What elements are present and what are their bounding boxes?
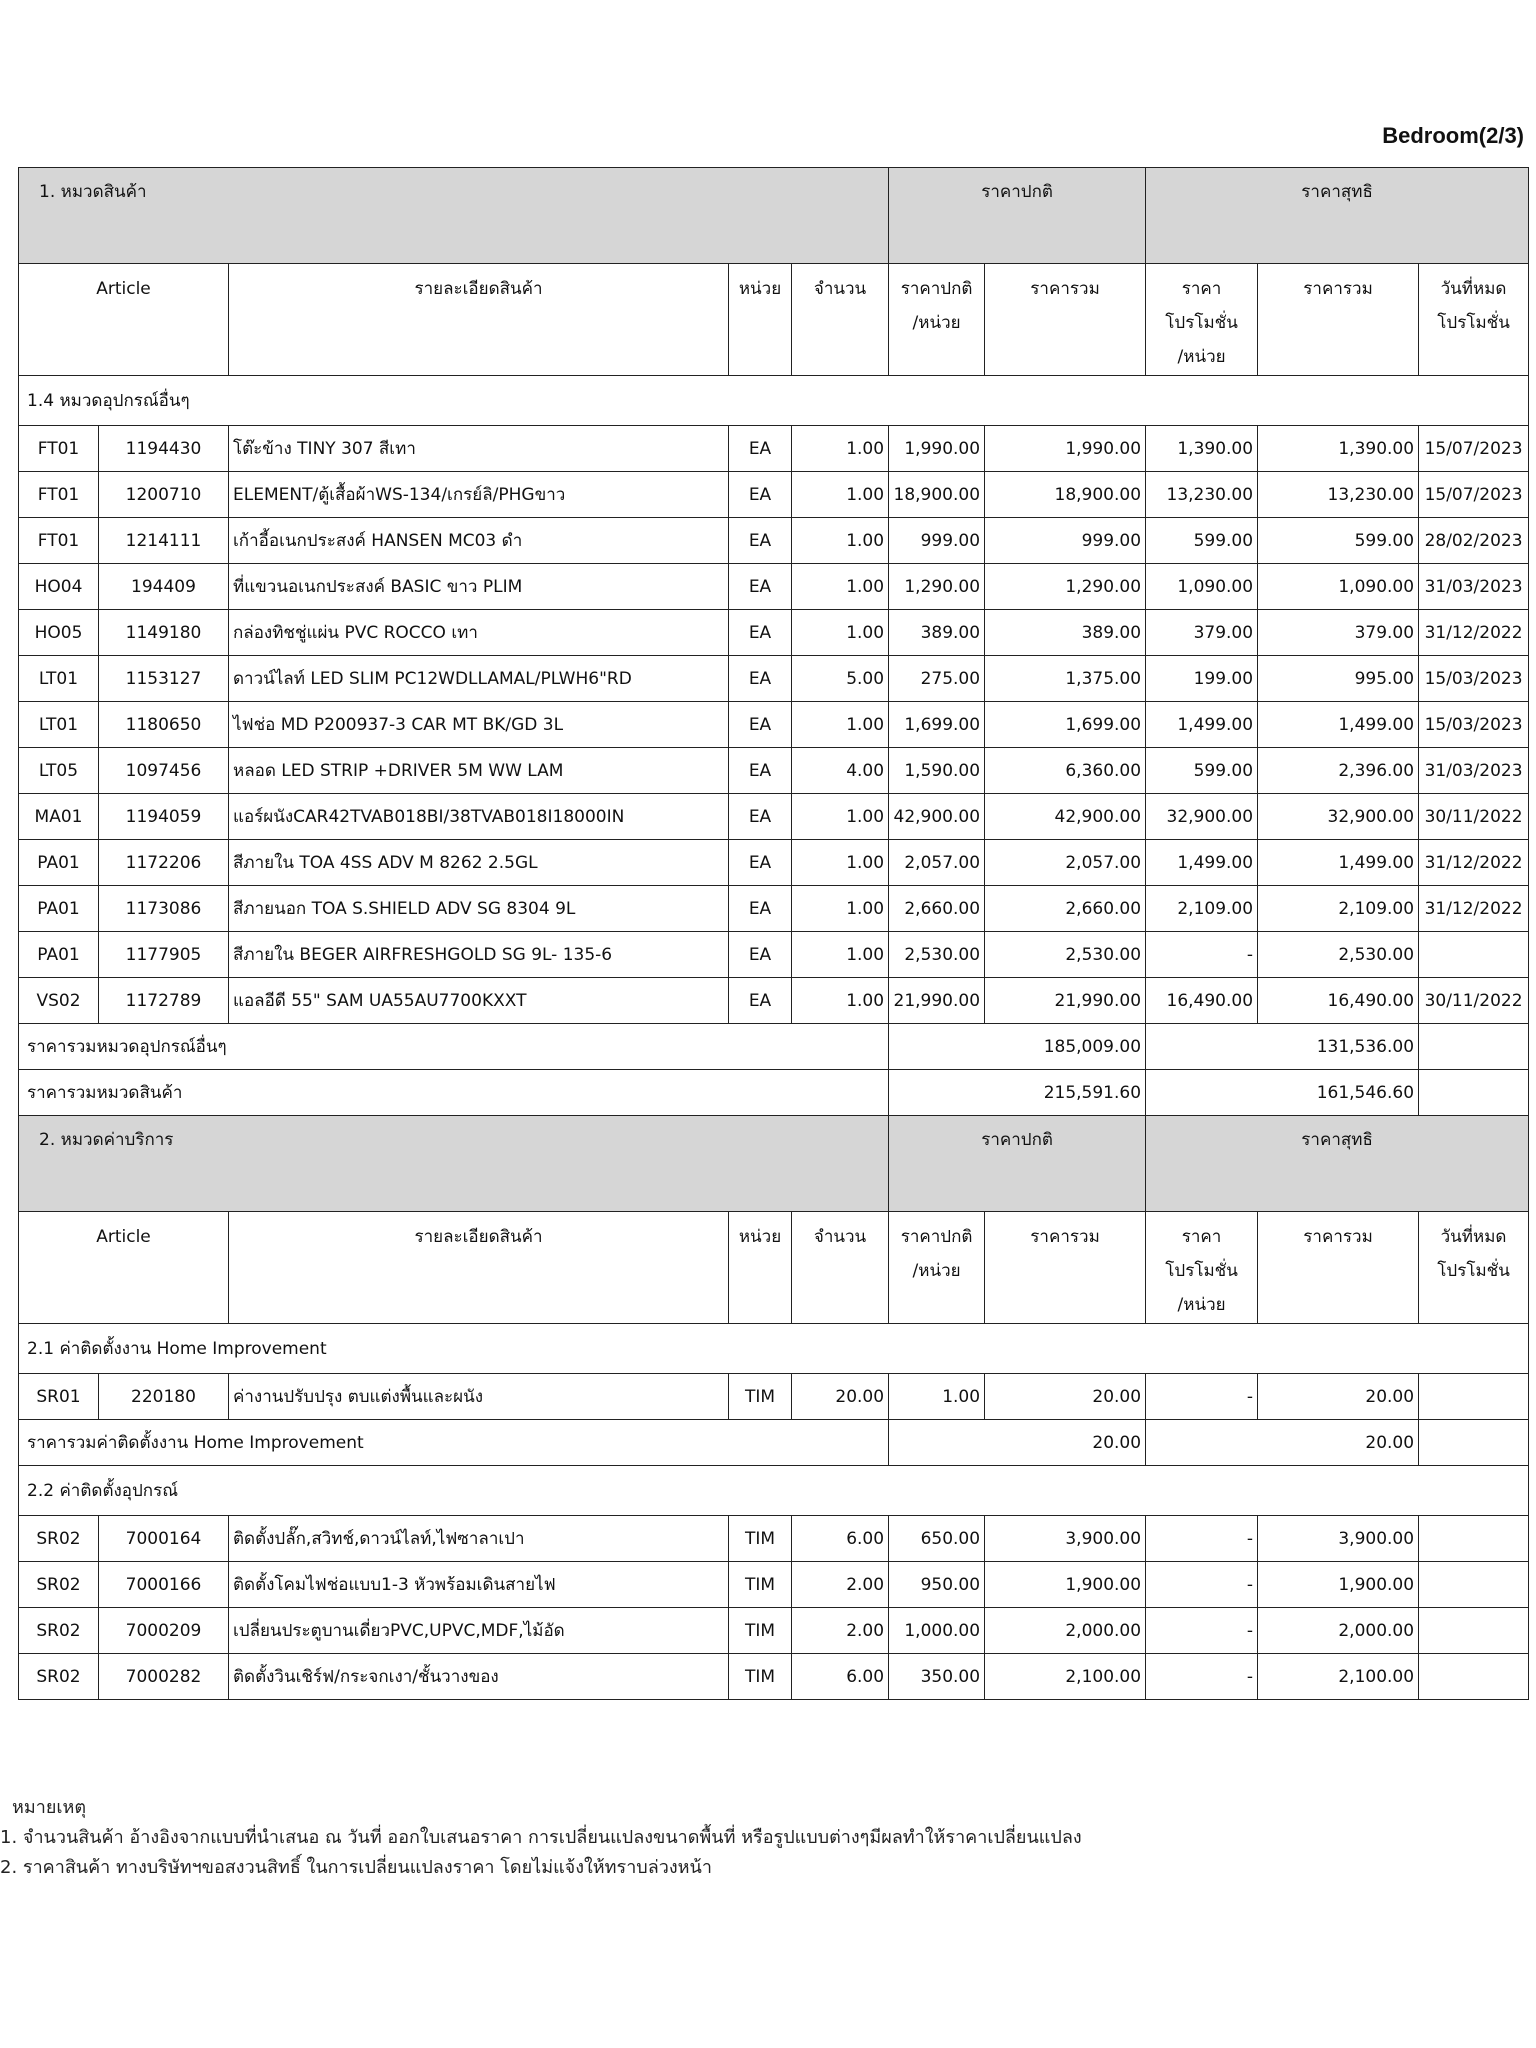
item-description: แอร์ผนังCAR42TVAB018BI/38TVAB018I18000IN <box>229 794 729 840</box>
col-promo-price <box>1146 1212 1258 1324</box>
total-normal: 20.00 <box>889 1420 1146 1466</box>
item-total: 1,375.00 <box>985 656 1146 702</box>
item-promo-end <box>1419 1516 1529 1562</box>
header-line: ราคาปกติ <box>900 1227 973 1247</box>
item-description: ที่แขวนอเนกประสงค์ BASIC ขาว PLIM <box>229 564 729 610</box>
item-net-total: 379.00 <box>1258 610 1419 656</box>
item-description: ดาวน์ไลท์ LED SLIM PC12WDLLAMAL/PLWH6"RD <box>229 656 729 702</box>
item-qty: 1.00 <box>792 840 889 886</box>
item-unit-price: 350.00 <box>889 1654 985 1700</box>
item-article: 7000282 <box>99 1654 229 1700</box>
item-unit-price: 2,530.00 <box>889 932 985 978</box>
header-line: โปรโมชั่น <box>1437 1261 1510 1281</box>
item-article: 1173086 <box>99 886 229 932</box>
item-unit: EA <box>729 564 792 610</box>
item-description: ค่างานปรับปรุง ตบแต่งพื้นและผนัง <box>229 1374 729 1420</box>
item-promo-end: 31/03/2023 <box>1419 564 1529 610</box>
item-description: แอลอีดี 55" SAM UA55AU7700KXXT <box>229 978 729 1024</box>
table-row <box>19 794 1529 840</box>
table-row <box>19 886 1529 932</box>
header-line: โปรโมชั่น <box>1165 313 1238 333</box>
table-row <box>19 978 1529 1024</box>
item-qty: 1.00 <box>792 472 889 518</box>
section-header-row <box>19 168 1529 264</box>
item-article: 1172206 <box>99 840 229 886</box>
col-description: รายละเอียดสินค้า <box>229 1212 729 1324</box>
item-description: ELEMENT/ตู้เสื้อผ้าWS-134/เกรย์ลิ/PHGขาว <box>229 472 729 518</box>
item-unit: TIM <box>729 1562 792 1608</box>
col-unit-price <box>889 1212 985 1324</box>
item-net-total: 2,530.00 <box>1258 932 1419 978</box>
item-code: SR02 <box>19 1608 99 1654</box>
item-description: สีภายใน BEGER AIRFRESHGOLD SG 9L- 135-6 <box>229 932 729 978</box>
item-promo-price: 1,499.00 <box>1146 702 1258 748</box>
item-promo-end: 31/03/2023 <box>1419 748 1529 794</box>
item-promo-price: 379.00 <box>1146 610 1258 656</box>
item-unit: EA <box>729 794 792 840</box>
item-net-total: 20.00 <box>1258 1374 1419 1420</box>
col-promo-price <box>1146 264 1258 376</box>
item-description: โต๊ะข้าง TINY 307 สีเทา <box>229 426 729 472</box>
item-code: HO05 <box>19 610 99 656</box>
item-article: 220180 <box>99 1374 229 1420</box>
section-title: 1. หมวดสินค้า <box>19 168 889 264</box>
subsection-row <box>19 1324 1529 1374</box>
price-normal-header: ราคาปกติ <box>889 1116 1146 1212</box>
header-line: /หน่วย <box>912 313 961 333</box>
item-total: 1,290.00 <box>985 564 1146 610</box>
item-qty: 5.00 <box>792 656 889 702</box>
subsection-title: 1.4 หมวดอุปกรณ์อื่นๆ <box>19 376 1529 426</box>
item-promo-end <box>1419 932 1529 978</box>
item-promo-end: 31/12/2022 <box>1419 886 1529 932</box>
item-article: 1153127 <box>99 656 229 702</box>
item-qty: 1.00 <box>792 886 889 932</box>
table-row <box>19 610 1529 656</box>
item-code: LT05 <box>19 748 99 794</box>
item-total: 20.00 <box>985 1374 1146 1420</box>
table-row <box>19 1374 1529 1420</box>
item-unit-price: 21,990.00 <box>889 978 985 1024</box>
item-promo-end: 31/12/2022 <box>1419 840 1529 886</box>
item-net-total: 2,000.00 <box>1258 1608 1419 1654</box>
col-total: ราคารวม <box>985 1212 1146 1324</box>
item-unit: EA <box>729 518 792 564</box>
item-unit: EA <box>729 978 792 1024</box>
item-description: สีภายใน TOA 4SS ADV M 8262 2.5GL <box>229 840 729 886</box>
subtotal-row <box>19 1420 1529 1466</box>
item-code: FT01 <box>19 518 99 564</box>
total-net: 161,546.60 <box>1146 1070 1419 1116</box>
header-line: โปรโมชั่น <box>1165 1261 1238 1281</box>
item-qty: 1.00 <box>792 794 889 840</box>
item-article: 1200710 <box>99 472 229 518</box>
header-line: ราคา <box>1181 1227 1222 1247</box>
subsection-title: 2.2 ค่าติดตั้งอุปกรณ์ <box>19 1466 1529 1516</box>
page-title: Bedroom(2/3) <box>1382 123 1524 148</box>
item-code: SR02 <box>19 1516 99 1562</box>
item-promo-price: 2,109.00 <box>1146 886 1258 932</box>
item-total: 2,057.00 <box>985 840 1146 886</box>
item-total: 18,900.00 <box>985 472 1146 518</box>
col-promo-end <box>1419 264 1529 376</box>
item-description: ติดตั้งวินเชิร์ฟ/กระจกเงา/ชั้นวางของ <box>229 1654 729 1700</box>
item-code: SR02 <box>19 1654 99 1700</box>
item-total: 1,990.00 <box>985 426 1146 472</box>
table-row <box>19 702 1529 748</box>
table-row <box>19 1608 1529 1654</box>
item-qty: 6.00 <box>792 1516 889 1562</box>
price-normal-header: ราคาปกติ <box>889 168 1146 264</box>
col-unit-price <box>889 264 985 376</box>
item-promo-end: 15/03/2023 <box>1419 656 1529 702</box>
item-unit: TIM <box>729 1374 792 1420</box>
item-article: 1194059 <box>99 794 229 840</box>
item-promo-price: - <box>1146 1608 1258 1654</box>
item-unit-price: 999.00 <box>889 518 985 564</box>
quotation-body <box>19 168 1529 1700</box>
table-row <box>19 1516 1529 1562</box>
item-promo-end <box>1419 1374 1529 1420</box>
item-net-total: 13,230.00 <box>1258 472 1419 518</box>
total-label: ราคารวมค่าติดตั้งงาน Home Improvement <box>19 1420 889 1466</box>
item-promo-price: 1,499.00 <box>1146 840 1258 886</box>
item-code: VS02 <box>19 978 99 1024</box>
col-article: Article <box>19 1212 229 1324</box>
item-unit: EA <box>729 426 792 472</box>
item-total: 389.00 <box>985 610 1146 656</box>
item-promo-price: 599.00 <box>1146 748 1258 794</box>
table-row <box>19 840 1529 886</box>
section-title: 2. หมวดค่าบริการ <box>19 1116 889 1212</box>
item-promo-price: 599.00 <box>1146 518 1258 564</box>
item-unit-price: 1,290.00 <box>889 564 985 610</box>
item-net-total: 1,499.00 <box>1258 840 1419 886</box>
header-line: วันที่หมด <box>1440 1227 1507 1247</box>
item-promo-price: 199.00 <box>1146 656 1258 702</box>
col-qty: จำนวน <box>792 264 889 376</box>
item-description: หลอด LED STRIP +DRIVER 5M WW LAM <box>229 748 729 794</box>
item-total: 42,900.00 <box>985 794 1146 840</box>
item-article: 1149180 <box>99 610 229 656</box>
item-article: 1180650 <box>99 702 229 748</box>
item-promo-price: 1,390.00 <box>1146 426 1258 472</box>
header-line: /หน่วย <box>1177 347 1226 367</box>
item-net-total: 2,396.00 <box>1258 748 1419 794</box>
item-promo-end: 15/03/2023 <box>1419 702 1529 748</box>
item-description: ติดตั้งโคมไฟช่อแบบ1-3 หัวพร้อมเดินสายไฟ <box>229 1562 729 1608</box>
item-qty: 1.00 <box>792 702 889 748</box>
col-unit: หน่วย <box>729 1212 792 1324</box>
item-article: 1172789 <box>99 978 229 1024</box>
item-article: 194409 <box>99 564 229 610</box>
item-unit-price: 2,660.00 <box>889 886 985 932</box>
table-row <box>19 1654 1529 1700</box>
item-description: เปลี่ยนประตูบานเดี่ยวPVC,UPVC,MDF,ไม้อัด <box>229 1608 729 1654</box>
col-total: ราคารวม <box>985 264 1146 376</box>
item-total: 1,900.00 <box>985 1562 1146 1608</box>
item-promo-price: - <box>1146 932 1258 978</box>
item-promo-end: 30/11/2022 <box>1419 794 1529 840</box>
header-line: /หน่วย <box>1177 1295 1226 1315</box>
item-total: 21,990.00 <box>985 978 1146 1024</box>
item-promo-price: - <box>1146 1516 1258 1562</box>
item-article: 7000166 <box>99 1562 229 1608</box>
item-total: 999.00 <box>985 518 1146 564</box>
item-unit: EA <box>729 932 792 978</box>
item-unit-price: 2,057.00 <box>889 840 985 886</box>
item-code: PA01 <box>19 932 99 978</box>
item-description: เก้าอี้อเนกประสงค์ HANSEN MC03 ดำ <box>229 518 729 564</box>
col-net-total: ราคารวม <box>1258 1212 1419 1324</box>
header-line: โปรโมชั่น <box>1437 313 1510 333</box>
item-unit-price: 18,900.00 <box>889 472 985 518</box>
item-code: PA01 <box>19 886 99 932</box>
total-label: ราคารวมหมวดอุปกรณ์อื่นๆ <box>19 1024 889 1070</box>
item-code: LT01 <box>19 656 99 702</box>
item-article: 1214111 <box>99 518 229 564</box>
item-code: HO04 <box>19 564 99 610</box>
section-header-row <box>19 1116 1529 1212</box>
item-net-total: 2,109.00 <box>1258 886 1419 932</box>
item-code: PA01 <box>19 840 99 886</box>
column-header-row <box>19 264 1529 376</box>
total-net: 20.00 <box>1146 1420 1419 1466</box>
item-unit: TIM <box>729 1516 792 1562</box>
col-promo-end <box>1419 1212 1529 1324</box>
item-promo-price: - <box>1146 1562 1258 1608</box>
item-unit-price: 1,699.00 <box>889 702 985 748</box>
item-unit-price: 389.00 <box>889 610 985 656</box>
item-promo-end <box>1419 1654 1529 1700</box>
subsection-row <box>19 376 1529 426</box>
item-article: 7000209 <box>99 1608 229 1654</box>
item-unit-price: 42,900.00 <box>889 794 985 840</box>
item-net-total: 3,900.00 <box>1258 1516 1419 1562</box>
item-promo-end <box>1419 1562 1529 1608</box>
item-code: SR01 <box>19 1374 99 1420</box>
item-code: FT01 <box>19 472 99 518</box>
item-total: 6,360.00 <box>985 748 1146 794</box>
item-qty: 1.00 <box>792 610 889 656</box>
subsection-row <box>19 1466 1529 1516</box>
total-empty <box>1419 1420 1529 1466</box>
item-code: SR02 <box>19 1562 99 1608</box>
item-unit: EA <box>729 610 792 656</box>
notes-heading: หมายเหตุ <box>12 1797 87 1818</box>
note-item: 2. ราคาสินค้า ทางบริษัทฯขอสงวนสิทธิ์ ในการเปลี่ยนแปลงราคา โดยไม่แจ้งให้ทราบล่วงหน้า <box>0 1857 712 1878</box>
item-code: LT01 <box>19 702 99 748</box>
item-description: ไฟช่อ MD P200937-3 CAR MT BK/GD 3L <box>229 702 729 748</box>
item-promo-end: 31/12/2022 <box>1419 610 1529 656</box>
item-article: 1194430 <box>99 426 229 472</box>
total-label: ราคารวมหมวดสินค้า <box>19 1070 889 1116</box>
item-unit: EA <box>729 840 792 886</box>
header-line: /หน่วย <box>912 1261 961 1281</box>
item-net-total: 2,100.00 <box>1258 1654 1419 1700</box>
item-unit: EA <box>729 472 792 518</box>
price-net-header: ราคาสุทธิ <box>1146 168 1529 264</box>
table-row <box>19 518 1529 564</box>
item-unit-price: 1,990.00 <box>889 426 985 472</box>
item-total: 2,530.00 <box>985 932 1146 978</box>
notes-block <box>0 1793 1082 1883</box>
total-row <box>19 1070 1529 1116</box>
item-description: สีภายนอก TOA S.SHIELD ADV SG 8304 9L <box>229 886 729 932</box>
table-row <box>19 656 1529 702</box>
item-qty: 2.00 <box>792 1562 889 1608</box>
item-total: 2,100.00 <box>985 1654 1146 1700</box>
header-line: ราคา <box>1181 279 1222 299</box>
item-net-total: 16,490.00 <box>1258 978 1419 1024</box>
total-empty <box>1419 1070 1529 1116</box>
item-unit: TIM <box>729 1608 792 1654</box>
col-qty: จำนวน <box>792 1212 889 1324</box>
item-qty: 1.00 <box>792 426 889 472</box>
item-unit: EA <box>729 702 792 748</box>
note-item: 1. จำนวนสินค้า อ้างอิงจากแบบที่นำเสนอ ณ วันที่ ออกใบเสนอราคา การเปลี่ยนแปลงขนาดพื้นที่ หรือรูปแบบต่างๆมีผลทำให้ราคาเปลี่ยนแปลง <box>0 1827 1082 1848</box>
col-description: รายละเอียดสินค้า <box>229 264 729 376</box>
header-line: วันที่หมด <box>1440 279 1507 299</box>
item-qty: 1.00 <box>792 978 889 1024</box>
item-qty: 20.00 <box>792 1374 889 1420</box>
item-net-total: 995.00 <box>1258 656 1419 702</box>
total-empty <box>1419 1024 1529 1070</box>
item-article: 1177905 <box>99 932 229 978</box>
item-promo-end: 15/07/2023 <box>1419 426 1529 472</box>
item-promo-end: 30/11/2022 <box>1419 978 1529 1024</box>
table-row <box>19 748 1529 794</box>
item-qty: 1.00 <box>792 564 889 610</box>
item-description: ติดตั้งปลั๊ก,สวิทช์,ดาวน์ไลท์,ไฟซาลาเปา <box>229 1516 729 1562</box>
price-net-header: ราคาสุทธิ <box>1146 1116 1529 1212</box>
item-promo-end: 28/02/2023 <box>1419 518 1529 564</box>
item-unit-price: 1.00 <box>889 1374 985 1420</box>
item-net-total: 32,900.00 <box>1258 794 1419 840</box>
item-promo-price: 13,230.00 <box>1146 472 1258 518</box>
item-net-total: 1,390.00 <box>1258 426 1419 472</box>
table-row <box>19 426 1529 472</box>
item-net-total: 1,499.00 <box>1258 702 1419 748</box>
col-unit: หน่วย <box>729 264 792 376</box>
item-unit: EA <box>729 886 792 932</box>
quotation-table <box>18 167 1529 1700</box>
item-net-total: 599.00 <box>1258 518 1419 564</box>
item-net-total: 1,090.00 <box>1258 564 1419 610</box>
item-unit: EA <box>729 748 792 794</box>
item-promo-price: - <box>1146 1374 1258 1420</box>
item-promo-price: - <box>1146 1654 1258 1700</box>
total-normal: 215,591.60 <box>889 1070 1146 1116</box>
item-promo-end <box>1419 1608 1529 1654</box>
item-promo-end: 15/07/2023 <box>1419 472 1529 518</box>
item-unit-price: 275.00 <box>889 656 985 702</box>
item-unit-price: 1,590.00 <box>889 748 985 794</box>
subtotal-row <box>19 1024 1529 1070</box>
item-total: 2,660.00 <box>985 886 1146 932</box>
item-promo-price: 32,900.00 <box>1146 794 1258 840</box>
table-row <box>19 932 1529 978</box>
table-row <box>19 564 1529 610</box>
total-normal: 185,009.00 <box>889 1024 1146 1070</box>
item-unit-price: 950.00 <box>889 1562 985 1608</box>
item-promo-price: 16,490.00 <box>1146 978 1258 1024</box>
total-net: 131,536.00 <box>1146 1024 1419 1070</box>
item-net-total: 1,900.00 <box>1258 1562 1419 1608</box>
item-total: 3,900.00 <box>985 1516 1146 1562</box>
item-qty: 4.00 <box>792 748 889 794</box>
item-code: FT01 <box>19 426 99 472</box>
col-net-total: ราคารวม <box>1258 264 1419 376</box>
item-qty: 1.00 <box>792 932 889 978</box>
item-qty: 1.00 <box>792 518 889 564</box>
item-total: 2,000.00 <box>985 1608 1146 1654</box>
item-unit: TIM <box>729 1654 792 1700</box>
item-qty: 2.00 <box>792 1608 889 1654</box>
item-unit-price: 1,000.00 <box>889 1608 985 1654</box>
item-code: MA01 <box>19 794 99 840</box>
item-unit: EA <box>729 656 792 702</box>
item-unit-price: 650.00 <box>889 1516 985 1562</box>
column-header-row <box>19 1212 1529 1324</box>
item-promo-price: 1,090.00 <box>1146 564 1258 610</box>
col-article: Article <box>19 264 229 376</box>
item-article: 7000164 <box>99 1516 229 1562</box>
header-line: ราคาปกติ <box>900 279 973 299</box>
item-description: กล่องทิชชู่แผ่น PVC ROCCO เทา <box>229 610 729 656</box>
item-qty: 6.00 <box>792 1654 889 1700</box>
table-row <box>19 472 1529 518</box>
subsection-title: 2.1 ค่าติดตั้งงาน Home Improvement <box>19 1324 1529 1374</box>
table-row <box>19 1562 1529 1608</box>
item-total: 1,699.00 <box>985 702 1146 748</box>
item-article: 1097456 <box>99 748 229 794</box>
